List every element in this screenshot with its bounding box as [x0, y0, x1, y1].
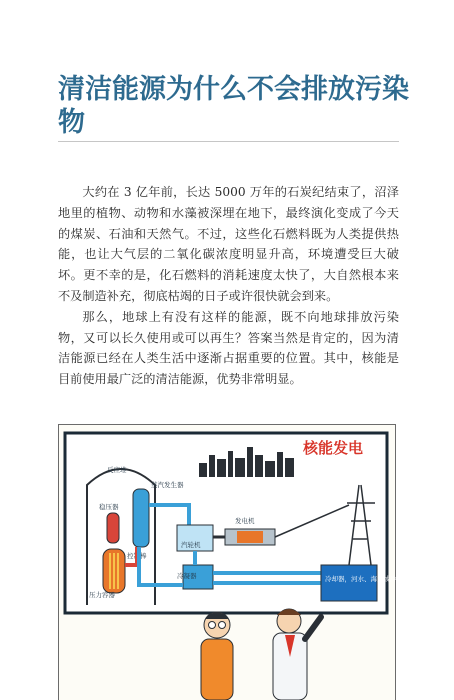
label-cooling-water: 冷却器，河水、海水或冷却塔 — [325, 575, 410, 583]
nuclear-power-illustration — [58, 424, 410, 700]
label-pressure-vessel: 压力容器 — [89, 591, 115, 599]
paragraph-2: 那么，地球上有没有这样的能源，既不向地球排放污染物，又可以长久使用或可以再生？答案当然是肯定的，因为清洁能源已经在人类生活中逐渐占据重要的位置。其中，核能是目前使用最广泛的清洁能源，优势非常明显。 — [58, 309, 399, 387]
cartoon-boy — [201, 612, 233, 700]
label-condenser: 冷凝器 — [177, 572, 197, 580]
cooling-water-box — [321, 565, 377, 601]
label-reactor: 反应堆 — [107, 466, 127, 474]
nuclear-plant-diagram — [59, 425, 410, 700]
label-steam-generator: 蒸汽发生器 — [151, 481, 184, 489]
article-title: 清洁能源为什么不会排放污染物 — [58, 74, 409, 138]
pressurizer — [107, 513, 119, 543]
article-body — [58, 182, 399, 390]
label-control-rods: 控制棒 — [127, 552, 147, 560]
figure-title: 核能发电 — [303, 439, 364, 457]
label-generator: 发电机 — [235, 517, 255, 525]
paragraph-1: 大约在 3 亿年前，长达 5000 万年的石炭纪结束了，沼泽地里的植物、动物和水藻被深埋在地下，最终演化变成了今天的煤炭、石油和天然气。不过，这些化石燃料既为人类提供热能，也让大气层的二氧化碳浓度明显升高，环境遭受巨大破坏。更不幸的是，化石燃料的消耗速度太快了，大自然根本来不及制造补充，彻底枯竭的日子或许很快就会到来。 — [58, 185, 399, 303]
title-divider — [58, 141, 399, 142]
steam-generator — [133, 489, 149, 547]
label-pressurizer: 稳压器 — [99, 503, 119, 511]
label-turbine: 汽轮机 — [181, 541, 201, 549]
